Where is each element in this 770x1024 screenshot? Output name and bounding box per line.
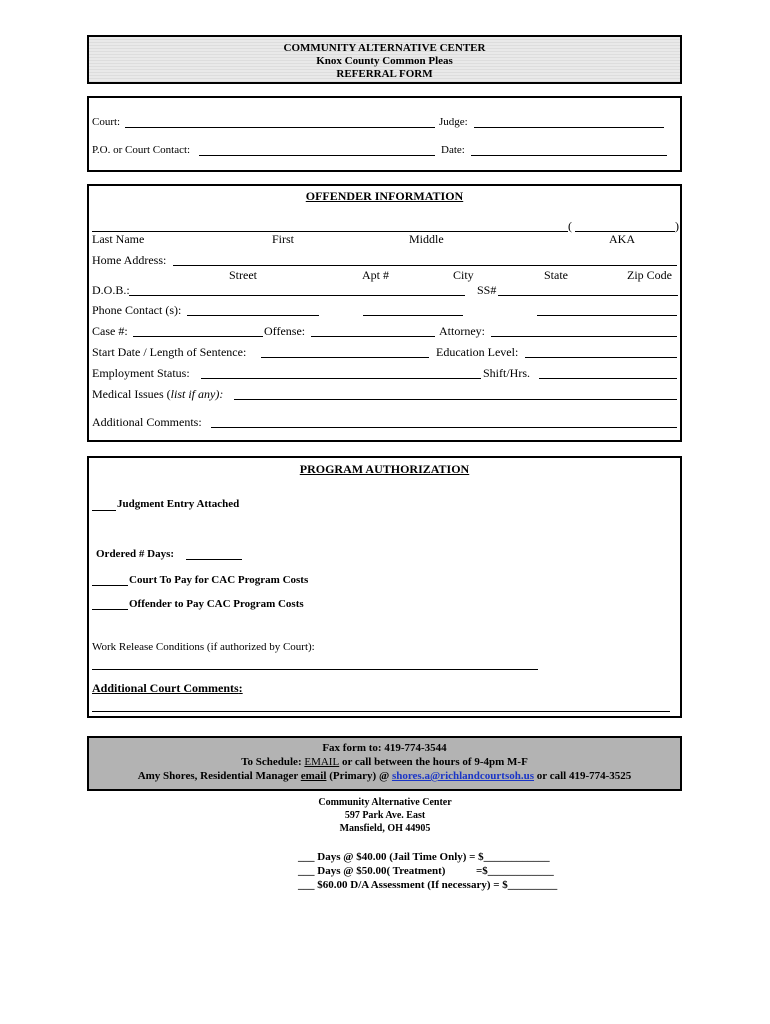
cost-line-treatment-total: =$____________ [476,865,554,877]
offense-field[interactable] [311,336,435,337]
date-field[interactable] [471,155,667,156]
ordered-days-field[interactable] [186,559,242,560]
phone-3-field[interactable] [537,315,677,316]
attorney-label: Attorney: [439,324,485,338]
name-field[interactable] [92,231,568,232]
ss-field[interactable] [498,295,678,296]
education-label: Education Level: [436,345,519,359]
phone-2-field[interactable] [363,315,463,316]
primary-text: (Primary) @ [326,770,392,782]
cost-line-assessment: ___ $60.00 D/A Assessment (If necessary) = $_________ [298,879,558,891]
manager-name: Amy Shores, Residential Manager [137,770,301,782]
work-release-label: Work Release Conditions (if authorized by Court): [92,641,315,653]
home-address-label: Home Address: [92,253,167,267]
medical-label-text: Medical Issues ( [92,387,171,401]
medical-field[interactable] [234,399,677,400]
case-field[interactable] [133,336,263,337]
email-word: EMAIL [304,756,340,768]
medical-label [92,387,223,401]
judge-field[interactable] [474,127,664,128]
zip-caption: Zip Code [627,268,672,282]
contact-line [89,769,680,783]
comments-label: Additional Comments: [92,415,202,429]
aka-caption: AKA [609,232,635,246]
email-link[interactable]: shores.a@richlandcourtsoh.us [391,770,535,782]
judgment-checkbox-line[interactable] [92,510,116,511]
court-section [87,96,682,172]
court-pay-checkbox-line[interactable] [92,585,128,586]
ss-label: SS# [477,283,497,297]
court-field[interactable] [125,127,435,128]
offender-section [87,184,682,442]
middle-name-caption: Middle [409,232,444,246]
address-name: Community Alternative Center [318,797,452,808]
dob-field[interactable] [129,295,465,296]
work-release-field[interactable] [92,669,538,670]
offense-label: Offense: [264,324,306,338]
court-label: Court: [92,116,121,128]
state-caption: State [544,268,568,282]
education-field[interactable] [525,357,677,358]
start-date-label: Start Date / Length of Sentence: [92,345,247,359]
offender-section-title: OFFENDER INFORMATION [305,189,464,203]
court-pay-label: Court To Pay for CAC Program Costs [129,574,309,586]
address-street: 597 Park Ave. East [344,810,426,821]
home-address-field[interactable] [173,265,677,266]
header-subtitle: Knox County Common Pleas [316,55,453,67]
judge-label: Judge: [439,116,468,128]
employment-field[interactable] [201,378,481,379]
shift-label: Shift/Hrs. [483,366,531,380]
cost-line-treatment: ___ Days @ $50.00( Treatment) [298,865,446,877]
program-section-title: PROGRAM AUTHORIZATION [299,462,470,476]
additional-court-comments-field[interactable] [92,711,670,712]
phone-1-field[interactable] [187,315,319,316]
schedule-suffix: or call between the hours of 9-4pm M-F [339,756,528,768]
judgment-entry-label: Judgment Entry Attached [117,498,240,510]
case-label: Case #: [92,324,128,338]
fax-line: Fax form to: 419-774-3544 [322,742,447,754]
address-city: Mansfield, OH 44905 [339,823,431,834]
contact-field[interactable] [199,155,435,156]
email-word-2: email [300,770,327,782]
program-section [87,456,682,718]
form-header [87,35,682,84]
apt-caption: Apt # [362,268,389,282]
attorney-field[interactable] [491,336,677,337]
schedule-line [89,755,680,769]
aka-paren-open: ( [568,219,572,233]
start-date-field[interactable] [261,357,429,358]
additional-court-comments-text: Additional Court Comments [92,681,239,695]
header-title: COMMUNITY ALTERNATIVE CENTER [283,42,486,54]
additional-court-comments-label: Additional Court Comments: [92,681,243,695]
last-name-caption: Last Name [92,232,145,246]
offender-pay-checkbox-line[interactable] [92,609,128,610]
ordered-days-label: Ordered # Days: [96,548,175,560]
schedule-prefix: To Schedule: [241,756,305,768]
comments-field[interactable] [211,427,677,428]
offender-pay-label: Offender to Pay CAC Program Costs [129,598,304,610]
fax-banner [87,736,682,791]
call-text: or call 419-774-3525 [534,770,632,782]
cost-line-jail: ___ Days @ $40.00 (Jail Time Only) = $____________ [298,851,550,863]
header-form-name: REFERRAL FORM [336,68,433,80]
phone-label: Phone Contact (s): [92,303,182,317]
shift-field[interactable] [539,378,677,379]
contact-label: P.O. or Court Contact: [92,144,191,156]
city-caption: City [453,268,474,282]
medical-label-hint: list if any): [170,387,224,401]
employment-label: Employment Status: [92,366,190,380]
dob-label: D.O.B.: [92,283,130,297]
date-label: Date: [441,144,465,156]
aka-paren-close: ) [675,219,679,233]
street-caption: Street [229,268,257,282]
first-name-caption: First [272,232,295,246]
